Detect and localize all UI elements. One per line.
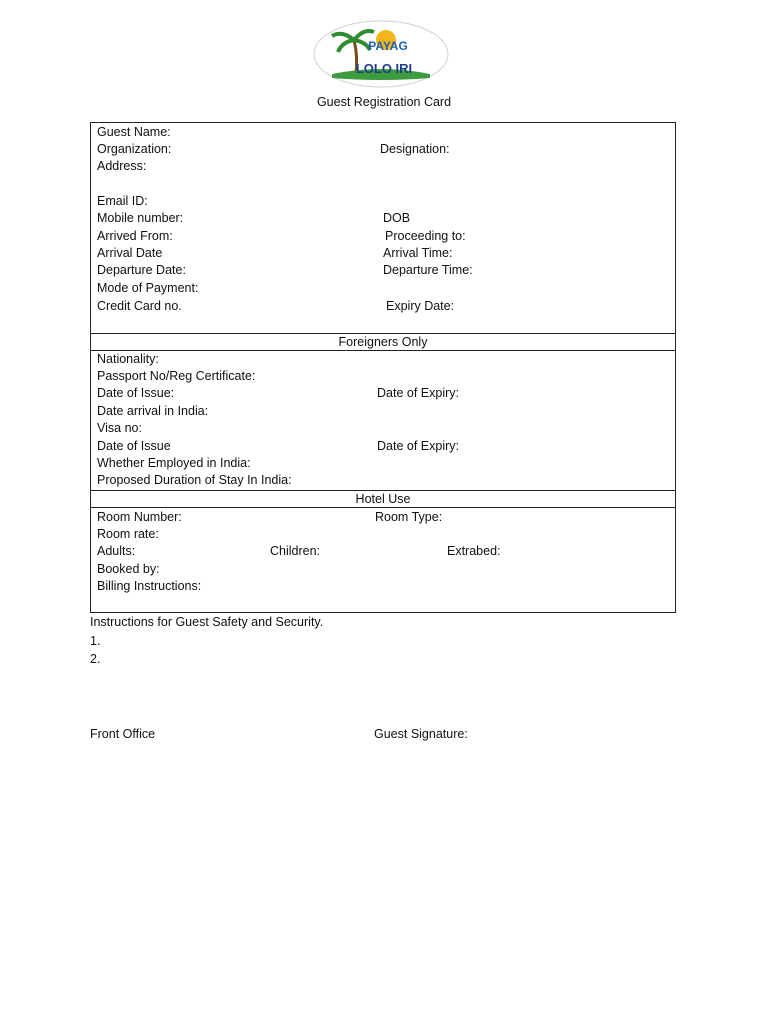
svg-text:LOLO IRI: LOLO IRI [355, 61, 413, 76]
room-number-label: Room Number: [97, 510, 182, 524]
instructions-heading: Instructions for Guest Safety and Security. [90, 615, 324, 629]
page-title: Guest Registration Card [316, 95, 452, 109]
duration-label: Proposed Duration of Stay In India: [97, 473, 292, 487]
credit-card-label: Credit Card no. [97, 299, 182, 313]
room-type-label: Room Type: [375, 510, 443, 524]
date-arrival-india-label: Date arrival in India: [97, 404, 209, 418]
date-of-issue-label: Date of Issue: [97, 386, 175, 400]
visa-date-of-issue-label: Date of Issue [97, 439, 171, 453]
svg-text:PAYAG: PAYAG [368, 39, 408, 53]
hotel-use-heading: Hotel Use [90, 490, 676, 508]
guest-name-label: Guest Name: [97, 125, 171, 139]
mode-of-payment-label: Mode of Payment: [97, 281, 199, 295]
room-rate-label: Room rate: [97, 527, 159, 541]
instruction-item-1: 1. [90, 634, 101, 648]
proceeding-to-label: Proceeding to: [385, 229, 466, 243]
arrival-date-label: Arrival Date [97, 246, 163, 260]
organization-label: Organization: [97, 142, 172, 156]
adults-label: Adults: [97, 544, 136, 558]
departure-time-label: Departure Time: [383, 263, 473, 277]
employed-label: Whether Employed in India: [97, 456, 251, 470]
arrival-time-label: Arrival Time: [383, 246, 453, 260]
departure-date-label: Departure Date: [97, 263, 186, 277]
address-label: Address: [97, 159, 147, 173]
dob-label: DOB [383, 211, 411, 225]
guest-signature-label: Guest Signature: [374, 727, 468, 741]
hotel-logo [312, 20, 450, 88]
visa-date-of-expiry-label: Date of Expiry: [377, 439, 459, 453]
front-office-label: Front Office [90, 727, 156, 741]
date-of-expiry-label: Date of Expiry: [377, 386, 459, 400]
expiry-date-label: Expiry Date: [386, 299, 455, 313]
nationality-label: Nationality: [97, 352, 159, 366]
visa-no-label: Visa no: [97, 421, 142, 435]
foreigners-only-heading: Foreigners Only [90, 333, 676, 351]
instruction-item-2: 2. [90, 652, 101, 666]
billing-instructions-label: Billing Instructions: [97, 579, 202, 593]
extrabed-label: Extrabed: [447, 544, 501, 558]
arrived-from-label: Arrived From: [97, 229, 173, 243]
mobile-label: Mobile number: [97, 211, 184, 225]
booked-by-label: Booked by: [97, 562, 160, 576]
children-label: Children: [270, 544, 321, 558]
passport-label: Passport No/Reg Certificate: [97, 369, 256, 383]
designation-label: Designation: [380, 142, 450, 156]
email-label: Email ID: [97, 194, 148, 208]
